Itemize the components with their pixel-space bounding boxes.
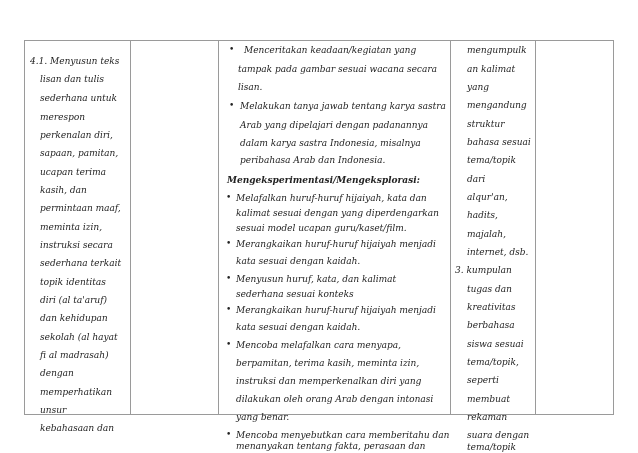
col4-line: hadits, — [467, 211, 498, 221]
col4-line: yang — [467, 83, 490, 93]
col4-line: tema/topik — [467, 156, 517, 166]
activity-line: kalimat sesuai dengan yang diperdengarkan — [236, 209, 439, 219]
col1-line: perkenalan diri, — [40, 131, 113, 141]
col-border-right — [613, 40, 614, 415]
section-heading: Mengeksperimentasi/Mengeksplorasi: — [227, 176, 420, 186]
col1-line: lisan dan tulis — [40, 75, 104, 85]
col-border-1 — [130, 40, 131, 415]
col-border-left — [24, 40, 25, 415]
activity-line: dilakukan oleh orang Arab dengan intonasi — [236, 395, 434, 405]
col1-line: fi al madrasah) — [40, 351, 109, 361]
activity-line: lisan. — [238, 83, 263, 93]
activity-line: Menceritakan keadaan/kegiatan yang — [244, 46, 417, 56]
activity-line: dalam karya sastra Indonesia, misalnya — [240, 139, 421, 149]
col4-line: bahasa sesuai — [467, 138, 531, 148]
activity-line: Melakukan tanya jawab tentang karya sastra — [240, 102, 446, 112]
bullet-icon: • — [229, 101, 235, 111]
col4-line: tema/topik, — [467, 358, 519, 368]
col1-line: sapaan, pamitan, — [40, 149, 119, 159]
table-bottom-border — [24, 414, 614, 415]
col1-line: permintaan maaf, — [40, 204, 121, 214]
col1-line: ucapan terima — [40, 168, 107, 178]
col4-line: berbahasa — [467, 321, 515, 331]
col1-line: 4.1. Menyusun teks — [30, 57, 120, 67]
col-border-2 — [218, 40, 219, 415]
bullet-icon: • — [229, 45, 235, 55]
col4-line: kreativitas — [467, 303, 516, 313]
col4-line: seperti — [467, 376, 499, 386]
col1-line: memperhatikan — [40, 388, 113, 398]
bullet-icon: • — [226, 239, 232, 249]
col4-line: tema/topik — [467, 443, 517, 453]
col4-line: siswa sesuai — [467, 340, 524, 350]
col-border-3 — [450, 40, 451, 415]
table-top-border — [24, 40, 614, 41]
col4-line: 3. kumpulan — [455, 266, 512, 276]
col1-line: sederhana terkait — [40, 259, 122, 269]
activity-line: sesuai model ucapan guru/kaset/film. — [236, 224, 407, 234]
activity-line: sederhana sesuai konteks — [236, 290, 354, 300]
activity-line: Arab yang dipelajari dengan padanannya — [240, 121, 428, 131]
col1-line: dengan — [40, 369, 74, 379]
col1-line: kasih, dan — [40, 186, 87, 196]
activity-line: berpamitan, terima kasih, meminta izin, — [236, 359, 420, 369]
activity-line: Mencoba menyebutkan cara memberitahu dan — [236, 431, 450, 441]
col1-line: kebahasaan dan — [40, 424, 114, 434]
col4-line: dari — [467, 175, 486, 185]
col4-line: suara dengan — [467, 431, 530, 441]
col4-line: struktur — [467, 120, 505, 130]
col4-line: an kalimat — [467, 65, 516, 75]
bullet-icon: • — [226, 305, 232, 315]
col-border-4 — [535, 40, 536, 415]
col1-line: instruksi secara — [40, 241, 113, 251]
activity-line: Menyusun huruf, kata, dan kalimat — [236, 275, 397, 285]
bullet-icon: • — [226, 274, 232, 284]
col1-line: dan kehidupan — [40, 314, 108, 324]
activity-line: peribahasa Arab dan Indonesia. — [240, 156, 386, 166]
col1-line: diri (al ta'aruf) — [40, 296, 108, 306]
activity-line: Merangkaikan huruf-huruf hijaiyah menjadi — [236, 240, 436, 250]
col4-line: internet, dsb. — [467, 248, 529, 258]
bullet-icon: • — [226, 430, 232, 440]
col4-line: rekaman — [467, 413, 508, 423]
activity-line: kata sesuai dengan kaidah. — [236, 323, 361, 333]
col1-line: sederhana untuk — [40, 94, 117, 104]
col1-line: topik identitas — [40, 278, 106, 288]
col1-line: merespon — [40, 113, 86, 123]
col1-line: meminta izin, — [40, 223, 103, 233]
activity-line: tampak pada gambar sesuai wacana secara — [238, 65, 438, 75]
col4-line: tugas dan — [467, 285, 512, 295]
bullet-icon: • — [226, 340, 232, 350]
bullet-icon: • — [226, 193, 232, 203]
activity-line: instruksi dan memperkenalkan diri yang — [236, 377, 422, 387]
col1-line: sekolah (al hayat — [40, 333, 118, 343]
activity-line: yang benar. — [236, 413, 290, 423]
col4-line: mengumpulk — [467, 46, 527, 56]
activity-line: menanyakan tentang fakta, perasaan dan — [236, 442, 426, 452]
col1-line: unsur — [40, 406, 67, 416]
col4-line: majalah, — [467, 230, 506, 240]
activity-line: Melafalkan huruf-huruf hijaiyah, kata dan — [236, 194, 427, 204]
col4-line: mengandung — [467, 101, 527, 111]
col4-line: membuat — [467, 395, 510, 405]
col4-line: alqur'an, — [467, 193, 508, 203]
activity-line: kata sesuai dengan kaidah. — [236, 257, 361, 267]
activity-line: Mencoba melafalkan cara menyapa, — [236, 341, 401, 351]
activity-line: Merangkaikan huruf-huruf hijaiyah menjadi — [236, 306, 436, 316]
